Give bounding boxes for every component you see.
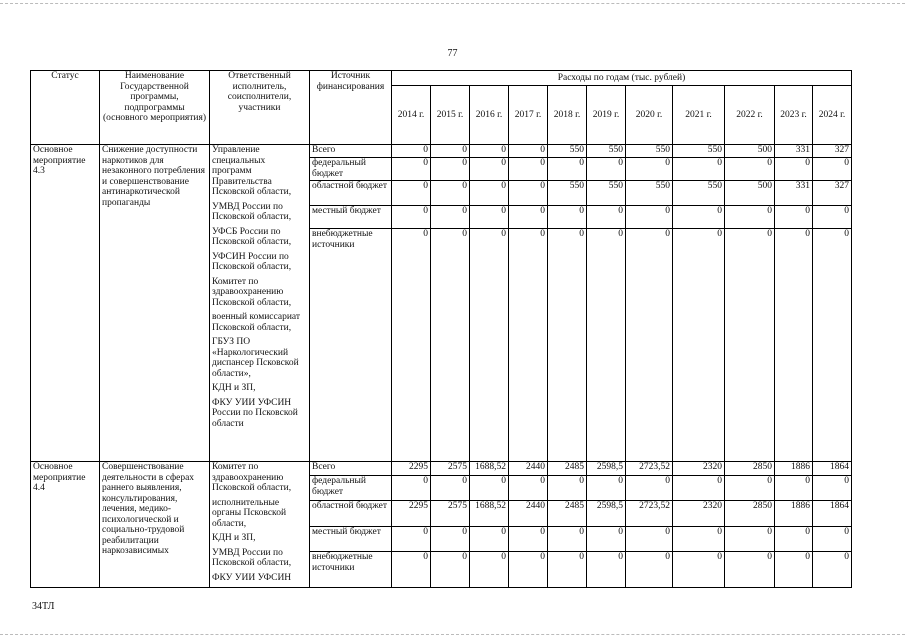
amount-cell: 2320 (673, 462, 725, 476)
amount-cell: 0 (548, 229, 587, 462)
amount-cell: 0 (673, 552, 725, 588)
amount-cell: 0 (587, 552, 626, 588)
amount-cell: 0 (431, 206, 470, 229)
amount-cell: 0 (431, 158, 470, 181)
header-year: 2015 г. (431, 86, 470, 145)
amount-cell: 2575 (431, 500, 470, 526)
funding-source: внебюджетные источники (310, 229, 392, 462)
measure-participants (210, 462, 310, 588)
amount-cell: 2485 (548, 462, 587, 476)
amount-cell: 0 (626, 526, 673, 552)
funding-source: местный бюджет (310, 206, 392, 229)
amount-cell: 0 (509, 229, 548, 462)
amount-cell: 0 (626, 158, 673, 181)
amount-cell: 0 (392, 158, 431, 181)
measure-name: Снижение доступности наркотиков для незаконного потребления и совершенствование антинаркотической пропаганды (100, 145, 210, 462)
measure-status: Основное мероприятие 4.4 (31, 462, 100, 588)
amount-cell: 0 (626, 206, 673, 229)
scan-top-edge (0, 3, 905, 4)
amount-cell: 0 (725, 552, 775, 588)
measure-participants (210, 145, 310, 462)
amount-cell: 0 (392, 476, 431, 501)
funding-source: Всего (310, 145, 392, 158)
amount-cell: 0 (548, 552, 587, 588)
amount-cell: 550 (548, 145, 587, 158)
amount-cell: 0 (813, 552, 852, 588)
header-responsible: Ответственный исполнитель, соисполнители, участники (210, 71, 310, 145)
header-year: 2022 г. (725, 86, 775, 145)
amount-cell: 0 (392, 206, 431, 229)
amount-cell: 0 (775, 229, 813, 462)
amount-cell: 0 (673, 206, 725, 229)
amount-cell: 0 (813, 158, 852, 181)
participant: КДН и ЗП, (212, 533, 256, 543)
amount-cell: 550 (548, 181, 587, 206)
amount-cell: 2295 (392, 462, 431, 476)
amount-cell: 0 (431, 526, 470, 552)
amount-cell: 0 (775, 476, 813, 501)
amount-cell: 550 (673, 145, 725, 158)
amount-cell: 0 (470, 552, 509, 588)
amount-cell: 0 (392, 181, 431, 206)
amount-cell: 0 (725, 206, 775, 229)
amount-cell: 0 (509, 552, 548, 588)
header-year: 2024 г. (813, 86, 852, 145)
amount-cell: 0 (548, 526, 587, 552)
amount-cell: 550 (626, 145, 673, 158)
participant: Комитет по здравоохранению Псковской области, (212, 462, 292, 493)
amount-cell: 0 (587, 206, 626, 229)
participant: УФСИН России по Псковской области, (212, 251, 292, 272)
amount-cell: 327 (813, 145, 852, 158)
amount-cell: 0 (725, 229, 775, 462)
document-code: 34ТЛ (32, 601, 55, 612)
header-year: 2017 г. (509, 86, 548, 145)
table-body (31, 145, 852, 588)
amount-cell: 2295 (392, 500, 431, 526)
amount-cell: 0 (509, 476, 548, 501)
amount-cell: 0 (673, 476, 725, 501)
amount-cell: 0 (509, 206, 548, 229)
participant: ФКУ УИИ УФСИН (212, 572, 292, 583)
amount-cell: 0 (392, 552, 431, 588)
header-expenses: Расходы по годам (тыс. рублей) (392, 71, 852, 86)
amount-cell: 327 (813, 181, 852, 206)
amount-cell: 0 (725, 158, 775, 181)
funding-source: областной бюджет (310, 500, 392, 526)
amount-cell: 2723,52 (626, 500, 673, 526)
amount-cell: 500 (725, 145, 775, 158)
amount-cell: 0 (392, 526, 431, 552)
funding-source: местный бюджет (310, 526, 392, 552)
header-year: 2020 г. (626, 86, 673, 145)
amount-cell: 331 (775, 145, 813, 158)
amount-cell: 0 (775, 526, 813, 552)
amount-cell: 0 (725, 476, 775, 501)
header-year: 2014 г. (392, 86, 431, 145)
amount-cell: 0 (509, 158, 548, 181)
amount-cell: 331 (775, 181, 813, 206)
table-row (31, 462, 852, 476)
amount-cell: 0 (775, 206, 813, 229)
participant: УФСБ России по Псковской области, (212, 226, 292, 247)
amount-cell: 2485 (548, 500, 587, 526)
amount-cell: 550 (673, 181, 725, 206)
scan-bottom-edge (0, 634, 905, 635)
header-year: 2021 г. (673, 86, 725, 145)
amount-cell: 0 (626, 229, 673, 462)
amount-cell: 0 (587, 229, 626, 462)
participant: исполнительные органы Псковской области, (212, 497, 287, 529)
amount-cell: 0 (775, 552, 813, 588)
amount-cell: 1864 (813, 462, 852, 476)
amount-cell: 0 (431, 476, 470, 501)
amount-cell: 0 (470, 476, 509, 501)
amount-cell: 2598,5 (587, 462, 626, 476)
amount-cell: 0 (725, 526, 775, 552)
amount-cell: 0 (775, 158, 813, 181)
funding-source: областной бюджет (310, 181, 392, 206)
amount-cell: 550 (587, 145, 626, 158)
amount-cell: 0 (548, 206, 587, 229)
header-year: 2016 г. (470, 86, 509, 145)
amount-cell: 0 (587, 476, 626, 501)
amount-cell: 0 (470, 206, 509, 229)
amount-cell: 1688,52 (470, 500, 509, 526)
amount-cell: 1886 (775, 462, 813, 476)
amount-cell: 0 (673, 526, 725, 552)
amount-cell: 0 (509, 145, 548, 158)
amount-cell: 0 (587, 526, 626, 552)
amount-cell: 1886 (775, 500, 813, 526)
funding-source: федеральный бюджет (310, 476, 392, 501)
amount-cell: 0 (470, 158, 509, 181)
amount-cell: 0 (470, 229, 509, 462)
page-number: 77 (447, 48, 458, 59)
amount-cell: 0 (548, 476, 587, 501)
table-row (31, 145, 852, 158)
participant: Комитет по здравоохранению Псковской области, (212, 276, 292, 308)
amount-cell: 0 (813, 229, 852, 462)
participant: Управление специальных программ Правительства Псковской области, (212, 145, 292, 197)
header-year: 2023 г. (775, 86, 813, 145)
measure-status: Основное мероприятие 4.3 (31, 145, 100, 462)
header-source: Источник финансирования (310, 71, 392, 145)
measure-name: Совершенствование деятельности в сферах раннего выявления, консультирования, лечения, медико-психологической и социально-трудовой реабилитации наркозависимых (100, 462, 210, 588)
amount-cell: 0 (431, 181, 470, 206)
amount-cell: 2320 (673, 500, 725, 526)
header-year: 2019 г. (587, 86, 626, 145)
amount-cell: 0 (509, 526, 548, 552)
amount-cell: 0 (813, 526, 852, 552)
amount-cell: 0 (431, 145, 470, 158)
amount-cell: 0 (813, 476, 852, 501)
amount-cell: 0 (587, 158, 626, 181)
amount-cell: 2575 (431, 462, 470, 476)
amount-cell: 2440 (509, 462, 548, 476)
amount-cell: 0 (673, 158, 725, 181)
amount-cell: 0 (813, 206, 852, 229)
amount-cell: 1864 (813, 500, 852, 526)
participant: ГБУЗ ПО «Наркологический диспансер Псковской области», (212, 337, 299, 379)
funding-source: Всего (310, 462, 392, 476)
amount-cell: 0 (626, 552, 673, 588)
amount-cell: 2723,52 (626, 462, 673, 476)
amount-cell: 550 (587, 181, 626, 206)
amount-cell: 0 (509, 181, 548, 206)
participant: КДН и ЗП, (212, 383, 256, 393)
amount-cell: 0 (548, 158, 587, 181)
amount-cell: 2598,5 (587, 500, 626, 526)
amount-cell: 500 (725, 181, 775, 206)
participant: УМВД России по Псковской области, (212, 547, 292, 568)
participant: ФКУ УИИ УФСИН России по Псковской области (212, 397, 298, 429)
participant: УМВД России по Псковской области, (212, 201, 292, 222)
funding-source: федеральный бюджет (310, 158, 392, 181)
header-status: Статус (31, 71, 100, 145)
header-year: 2018 г. (548, 86, 587, 145)
amount-cell: 1688,52 (470, 462, 509, 476)
amount-cell: 0 (470, 145, 509, 158)
amount-cell: 0 (470, 181, 509, 206)
expenses-table (30, 70, 852, 588)
amount-cell: 2850 (725, 500, 775, 526)
amount-cell: 0 (431, 229, 470, 462)
funding-source: внебюджетные источники (310, 552, 392, 588)
amount-cell: 550 (626, 181, 673, 206)
amount-cell: 0 (673, 229, 725, 462)
amount-cell: 2440 (509, 500, 548, 526)
header-name: Наименование Государственной программы, подпрограммы (основного мероприятия) (100, 71, 210, 145)
participant: военный комиссариат Псковской области, (212, 312, 301, 333)
amount-cell: 2850 (725, 462, 775, 476)
amount-cell: 0 (431, 552, 470, 588)
amount-cell: 0 (626, 476, 673, 501)
amount-cell: 0 (392, 145, 431, 158)
amount-cell: 0 (392, 229, 431, 462)
amount-cell: 0 (470, 526, 509, 552)
